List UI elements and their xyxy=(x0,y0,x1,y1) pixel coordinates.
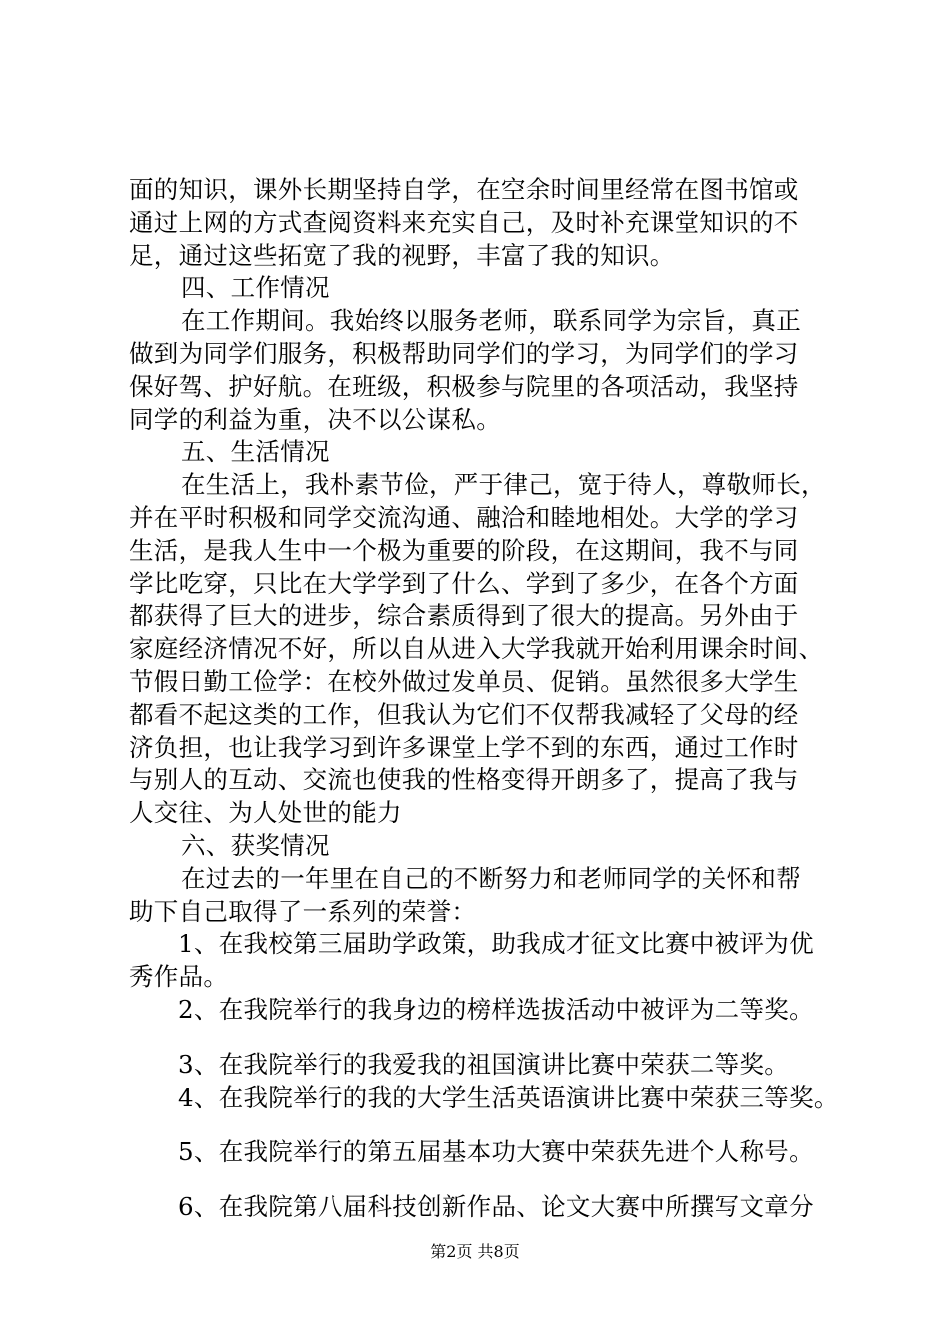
paragraph-line: 与别人的互动、交流也使我的性格变得开朗多了，提高了我与 xyxy=(129,765,799,795)
paragraph-line: 人交往、为人处世的能力 xyxy=(129,798,402,828)
section-heading-work: 四、工作情况 xyxy=(181,273,330,303)
paragraph-line: 济负担，也让我学习到许多课堂上学不到的东西，通过工作时 xyxy=(129,732,799,762)
paragraph-line: 做到为同学们服务，积极帮助同学们的学习，为同学们的学习 xyxy=(129,338,799,368)
section-heading-life: 五、生活情况 xyxy=(181,437,330,467)
paragraph-line: 面的知识，课外长期坚持自学，在空余时间里经常在图书馆或 xyxy=(129,175,799,204)
award-item: 1、在我校第三届助学政策，助我成才征文比赛中被评为优 xyxy=(178,929,814,959)
paragraph-line: 在生活上，我朴素节俭，严于律己，宽于待人，尊敬师长， xyxy=(181,470,826,500)
blank-line xyxy=(129,1027,829,1049)
paragraph-line: 足，通过这些拓宽了我的视野，丰富了我的知识。 xyxy=(129,240,675,270)
award-item: 5、在我院举行的第五届基本功大赛中荣获先进个人称号。 xyxy=(178,1137,814,1167)
page-footer: 第2页 共8页 xyxy=(430,1242,520,1261)
blank-line xyxy=(129,1114,829,1136)
paragraph-line: 节假日勤工俭学：在校外做过发单员、促销。虽然很多大学生 xyxy=(129,666,799,696)
award-item: 4、在我院举行的我的大学生活英语演讲比赛中荣获三等奖。 xyxy=(178,1082,839,1112)
paragraph-line: 都看不起这类的工作，但我认为它们不仅帮我减轻了父母的经 xyxy=(129,699,799,729)
paragraph-line: 都获得了巨大的进步，综合素质得到了很大的提高。另外由于 xyxy=(129,601,799,631)
blank-line xyxy=(129,1169,829,1191)
paragraph-line: 同学的利益为重，决不以公谋私。 xyxy=(129,404,501,434)
paragraph-line: 在过去的一年里在自己的不断努力和老师同学的关怀和帮 xyxy=(181,863,801,893)
document-body xyxy=(129,174,839,1224)
paragraph-line: 保好驾、护好航。在班级，积极参与院里的各项活动，我坚持 xyxy=(129,371,799,401)
paragraph-line: 并在平时积极和同学交流沟通、融洽和睦地相处。大学的学习 xyxy=(129,502,799,532)
section-heading-awards: 六、获奖情况 xyxy=(181,830,330,860)
award-item: 2、在我院举行的我身边的榜样选拔活动中被评为二等奖。 xyxy=(178,994,814,1024)
award-item-continued: 秀作品。 xyxy=(129,962,229,992)
paragraph-line: 通过上网的方式查阅资料来充实自己，及时补充课堂知识的不 xyxy=(129,207,799,237)
paragraph-line: 生活，是我人生中一个极为重要的阶段，在这期间，我不与同 xyxy=(129,535,799,565)
paragraph-line: 助下自己取得了一系列的荣誉： xyxy=(129,896,477,926)
award-item: 6、在我院第八届科技创新作品、论文大赛中所撰写文章分 xyxy=(178,1192,814,1222)
award-item: 3、在我院举行的我爱我的祖国演讲比赛中荣获二等奖。 xyxy=(178,1049,790,1079)
paragraph-line: 在工作期间。我始终以服务老师，联系同学为宗旨，真正 xyxy=(181,306,801,336)
paragraph-line: 家庭经济情况不好，所以自从进入大学我就开始利用课余时间、 xyxy=(129,634,824,664)
paragraph-line: 学比吃穿，只比在大学学到了什么、学到了多少，在各个方面 xyxy=(129,568,799,598)
